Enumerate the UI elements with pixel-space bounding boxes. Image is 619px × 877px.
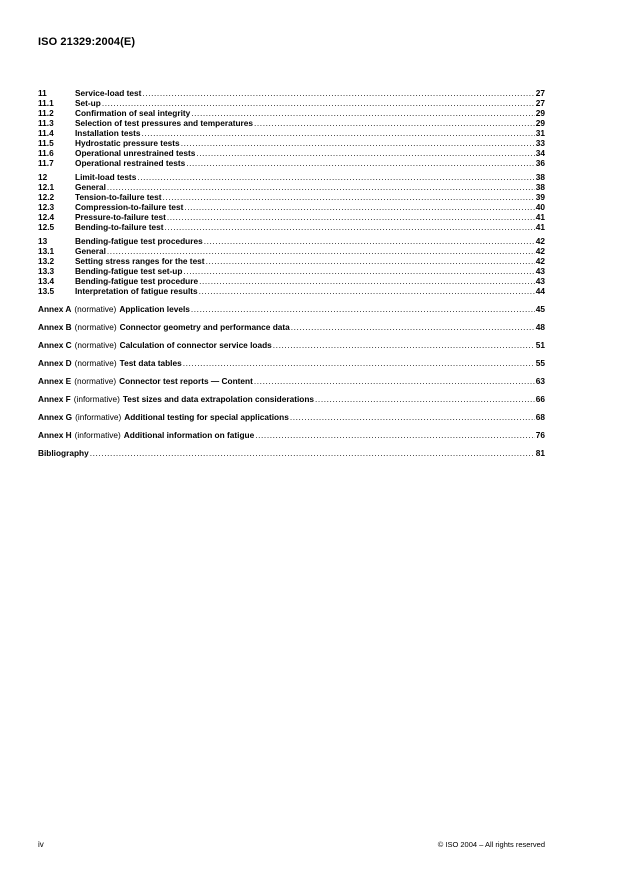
toc-page: 27: [535, 98, 545, 108]
dot-leader: [184, 202, 534, 212]
toc-title: Calculation of connector service loads: [119, 340, 272, 350]
annex-label: Annex A: [38, 304, 72, 314]
toc-number: 11.7: [38, 158, 54, 168]
toc-page: 39: [535, 192, 545, 202]
table-of-contents: [38, 88, 545, 458]
dot-leader: [191, 108, 535, 118]
toc-entry[interactable]: [38, 172, 545, 182]
toc-number: 11.6: [38, 148, 54, 158]
annex-kind: (normative): [74, 376, 117, 386]
toc-title: Bending-fatigue test procedure: [75, 276, 199, 286]
toc-title: Installation tests: [75, 128, 141, 138]
dot-leader: [107, 246, 535, 256]
toc-page: 42: [535, 236, 545, 246]
dot-leader: [163, 192, 535, 202]
toc-entry[interactable]: [38, 108, 545, 118]
toc-entry[interactable]: [38, 118, 545, 128]
dot-leader: [141, 128, 534, 138]
dot-leader: [254, 118, 535, 128]
toc-title: Limit-load tests: [75, 172, 137, 182]
dot-leader: [142, 88, 534, 98]
toc-annex-entry[interactable]: [38, 322, 545, 332]
toc-number: 13.3: [38, 266, 55, 276]
annex-label: Annex C: [38, 340, 72, 350]
dot-leader: [291, 322, 535, 332]
toc-number: 11.5: [38, 138, 54, 148]
toc-annex-entry[interactable]: [38, 340, 545, 350]
toc-annex-entry[interactable]: [38, 394, 545, 404]
toc-entry[interactable]: [38, 98, 545, 108]
toc-annex-entry[interactable]: [38, 412, 545, 422]
toc-entry[interactable]: [38, 182, 545, 192]
toc-page: 36: [535, 158, 545, 168]
dot-leader: [315, 394, 535, 404]
toc-entry[interactable]: [38, 212, 545, 222]
toc-page: 66: [535, 394, 545, 404]
toc-entry[interactable]: [38, 246, 545, 256]
toc-title: Test sizes and data extrapolation considerations: [122, 394, 315, 404]
dot-leader: [255, 430, 535, 440]
toc-number: 13.2: [38, 256, 55, 266]
toc-title: Additional information on fatigue: [123, 430, 255, 440]
toc-title: Tension-to-failure test: [75, 192, 162, 202]
toc-page: 38: [535, 182, 545, 192]
toc-page: 51: [535, 340, 545, 350]
toc-entry[interactable]: [38, 266, 545, 276]
toc-title: Pressure-to-failure test: [75, 212, 166, 222]
toc-title: Bending-fatigue test set-up: [75, 266, 183, 276]
toc-page: 34: [535, 148, 545, 158]
toc-entry[interactable]: [38, 148, 545, 158]
toc-number: 11.2: [38, 108, 54, 118]
toc-page: 43: [535, 266, 545, 276]
toc-page: 76: [535, 430, 545, 440]
page-number: iv: [38, 840, 44, 849]
dot-leader: [186, 158, 535, 168]
toc-page: 29: [535, 108, 545, 118]
annex-label: Annex D: [38, 358, 72, 368]
toc-number: 13.5: [38, 286, 55, 296]
toc-bibliography-entry[interactable]: [38, 448, 545, 458]
toc-number: 12.2: [38, 192, 55, 202]
toc-number: 12.1: [38, 182, 55, 192]
dot-leader: [196, 148, 534, 158]
toc-number: 13.1: [38, 246, 55, 256]
toc-number: 12: [38, 172, 48, 182]
dot-leader: [199, 286, 535, 296]
toc-page: 42: [535, 256, 545, 266]
toc-entry[interactable]: [38, 256, 545, 266]
toc-entry[interactable]: [38, 138, 545, 148]
toc-page: 31: [535, 128, 545, 138]
annex-label: Annex F: [38, 394, 71, 404]
toc-page: 81: [535, 448, 545, 458]
dot-leader: [137, 172, 534, 182]
toc-entry[interactable]: [38, 158, 545, 168]
toc-title: Setting stress ranges for the test: [75, 256, 205, 266]
dot-leader: [204, 236, 535, 246]
toc-annex-entry[interactable]: [38, 358, 545, 368]
toc-page: 45: [535, 304, 545, 314]
document-id: ISO 21329:2004(E): [38, 36, 136, 48]
dot-leader: [183, 358, 535, 368]
toc-page: 40: [535, 202, 545, 212]
toc-title: General: [75, 182, 106, 192]
toc-page: 41: [535, 212, 545, 222]
annex-label: Annex G: [38, 412, 73, 422]
toc-page: 41: [535, 222, 545, 232]
toc-title: Connector test reports — Content: [119, 376, 253, 386]
toc-title: General: [75, 246, 106, 256]
dot-leader: [183, 266, 534, 276]
toc-page: 63: [535, 376, 545, 386]
toc-entry[interactable]: [38, 192, 545, 202]
toc-number: 12.5: [38, 222, 55, 232]
toc-title: Hydrostatic pressure tests: [75, 138, 180, 148]
dot-leader: [199, 276, 535, 286]
annex-kind: (informative): [75, 412, 122, 422]
dot-leader: [102, 98, 535, 108]
toc-title: Compression-to-failure test: [75, 202, 184, 212]
dot-leader: [290, 412, 535, 422]
annex-kind: (normative): [74, 304, 117, 314]
toc-title: Test data tables: [119, 358, 182, 368]
toc-number: 11.1: [38, 98, 54, 108]
toc-annex-entry[interactable]: [38, 304, 545, 314]
dot-leader: [107, 182, 535, 192]
toc-number: 11: [38, 88, 47, 98]
dot-leader: [273, 340, 535, 350]
toc-title: Interpretation of fatigue results: [75, 286, 198, 296]
dot-leader: [254, 376, 535, 386]
annex-label: Annex B: [38, 322, 72, 332]
toc-page: 68: [535, 412, 545, 422]
toc-page: 55: [535, 358, 545, 368]
annex-kind: (normative): [74, 358, 117, 368]
toc-title: Additional testing for special applications: [124, 412, 289, 422]
toc-page: 27: [535, 88, 545, 98]
toc-annex-entry[interactable]: [38, 376, 545, 386]
toc-number: 12.4: [38, 212, 55, 222]
toc-title: Application levels: [119, 304, 190, 314]
toc-title: Bibliography: [38, 448, 89, 458]
toc-title: Bending-to-failure test: [75, 222, 164, 232]
toc-page: 43: [535, 276, 545, 286]
toc-title: Selection of test pressures and temperatures: [75, 118, 253, 128]
toc-number: 13: [38, 236, 48, 246]
toc-title: Set-up: [75, 98, 101, 108]
toc-page: 33: [535, 138, 545, 148]
toc-entry[interactable]: [38, 202, 545, 212]
toc-number: 11.4: [38, 128, 54, 138]
annex-kind: (normative): [74, 340, 117, 350]
dot-leader: [191, 304, 535, 314]
annex-kind: (informative): [73, 394, 120, 404]
dot-leader: [206, 256, 535, 266]
toc-title: Connector geometry and performance data: [119, 322, 290, 332]
dot-leader: [90, 448, 535, 458]
dot-leader: [167, 212, 535, 222]
toc-number: 13.4: [38, 276, 55, 286]
toc-page: 44: [535, 286, 545, 296]
toc-title: Service-load test: [75, 88, 142, 98]
toc-number: 11.3: [38, 118, 54, 128]
dot-leader: [181, 138, 535, 148]
toc-page: 29: [535, 118, 545, 128]
toc-annex-entry[interactable]: [38, 430, 545, 440]
toc-entry[interactable]: [38, 88, 545, 98]
toc-number: 12.3: [38, 202, 55, 212]
annex-label: Annex E: [38, 376, 72, 386]
toc-page: 48: [535, 322, 545, 332]
toc-entry[interactable]: [38, 276, 545, 286]
toc-page: 42: [535, 246, 545, 256]
annex-kind: (normative): [74, 322, 117, 332]
toc-entry[interactable]: [38, 236, 545, 246]
toc-title: Bending-fatigue test procedures: [75, 236, 203, 246]
dot-leader: [165, 222, 535, 232]
annex-label: Annex H: [38, 430, 72, 440]
toc-title: Operational unrestrained tests: [75, 148, 196, 158]
toc-entry[interactable]: [38, 286, 545, 296]
toc-title: Operational restrained tests: [75, 158, 186, 168]
toc-entry[interactable]: [38, 128, 545, 138]
copyright-notice: © ISO 2004 – All rights reserved: [437, 840, 545, 849]
annex-kind: (informative): [74, 430, 121, 440]
toc-title: Confirmation of seal integrity: [75, 108, 191, 118]
toc-entry[interactable]: [38, 222, 545, 232]
toc-page: 38: [535, 172, 545, 182]
